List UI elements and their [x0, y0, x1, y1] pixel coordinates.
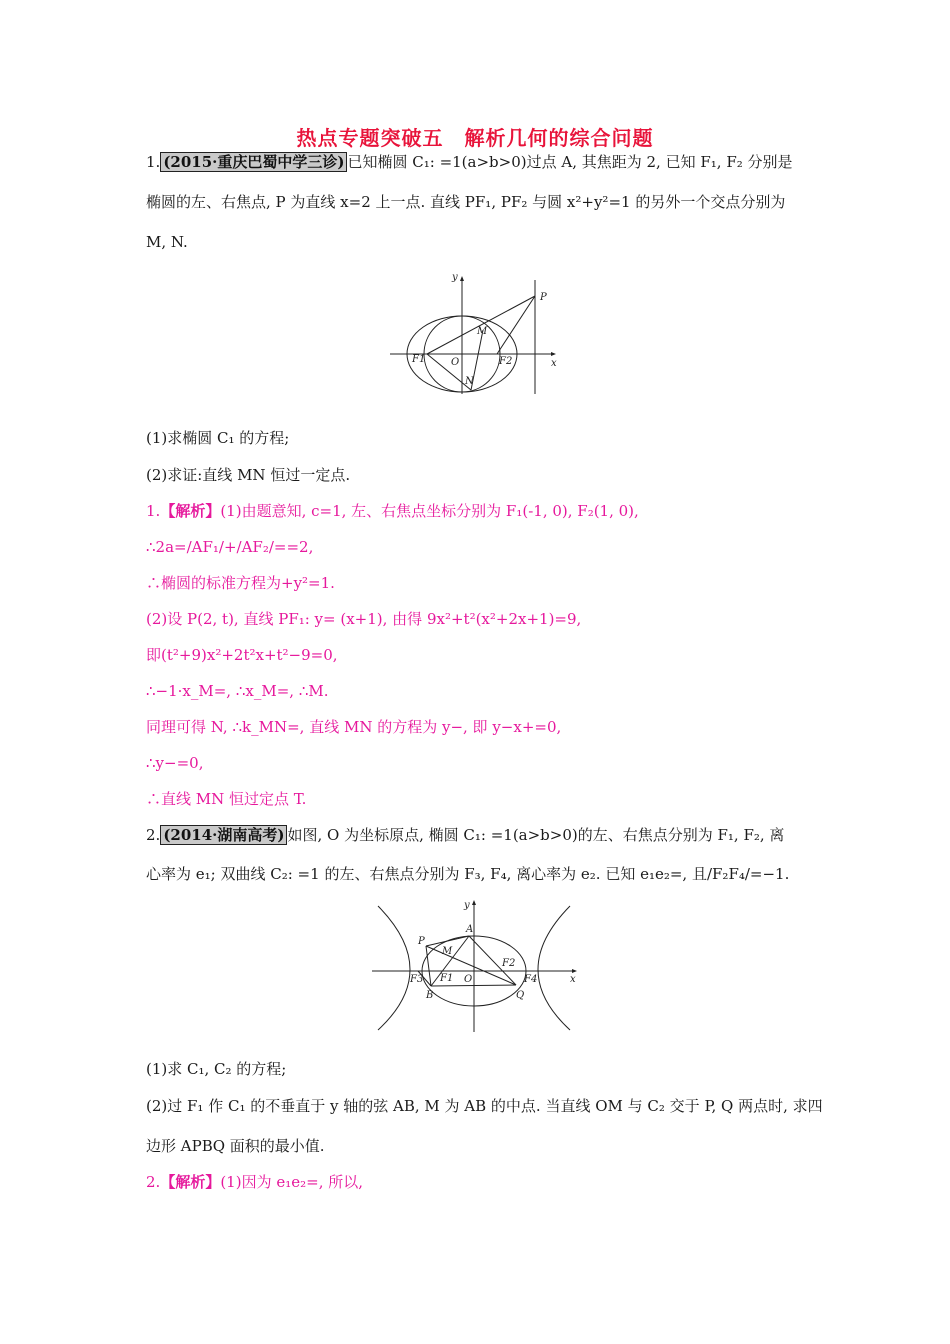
fig2-label-a: A [466, 924, 474, 935]
fig1-label-x: x [551, 358, 557, 369]
solution-2-heading: 【解析】 [160, 1173, 221, 1191]
problem-2-text-a: 如图, O 为坐标原点, 椭圆 C₁: =1(a>b>0)的左、右焦点分别为 F₁, F₂, 离 [287, 826, 785, 844]
fig2-x-arrow [572, 969, 577, 973]
problem-1-source-tag: (2015·重庆巴蜀中学三诊) [160, 152, 347, 172]
fig2-label-b: B [426, 990, 434, 1001]
fig1-label-f1: F1 [412, 354, 426, 365]
fig1-line-pf1 [427, 296, 535, 354]
problem-1-number: 1. [146, 153, 161, 171]
figure-2 [370, 898, 582, 1034]
solution-2-line-1 [146, 1172, 363, 1192]
solution-1-line-5: 即(t²+9)x²+2t²x+t²−9=0, [146, 646, 338, 664]
solution-1-line-7: 同理可得 N, ∴k_MN=, 直线 MN 的方程为 y−, 即 y−x+=0, [146, 718, 562, 736]
fig2-y-arrow [472, 900, 476, 905]
fig1-label-p: P [540, 292, 547, 303]
fig2-label-q: Q [516, 990, 525, 1001]
fig2-label-f4: F4 [524, 974, 538, 985]
fig1-label-y: y [452, 272, 458, 283]
fig2-label-p: P [418, 936, 425, 947]
problem-2-line-2: 心率为 e₁; 双曲线 C₂: =1 的左、右焦点分别为 F₃, F₄, 离心率为 e₂. 已知 e₁e₂=, 且/F₂F₄/=−1. [146, 865, 790, 883]
solution-2-text-a: (1)因为 e₁e₂=, 所以, [220, 1173, 363, 1191]
fig2-hyperbola-right [538, 906, 570, 1030]
solution-1-line-9: ∴直线 MN 恒过定点 T. [146, 790, 307, 808]
fig1-label-o: O [451, 357, 460, 368]
fig2-label-f2: F2 [502, 958, 516, 969]
page-title: 热点专题突破五 解析几何的综合问题 [296, 126, 654, 150]
solution-1-line-1 [146, 501, 639, 521]
problem-2-line-1 [146, 825, 784, 845]
problem-2-source-tag: (2014·湖南高考) [160, 825, 287, 845]
fig1-label-m: M [477, 326, 488, 337]
solution-1-line-4: (2)设 P(2, t), 直线 PF₁: y= (x+1), 由得 9x²+t²(x²+2x+1)=9, [146, 610, 582, 628]
fig1-y-arrow [460, 276, 464, 281]
solution-1-line-6: ∴−1·x_M=, ∴x_M=, ∴M. [146, 682, 329, 700]
solution-1-line-3: ∴椭圆的标准方程为+y²=1. [146, 574, 335, 592]
fig2-label-f1: F1 [440, 973, 454, 984]
problem-1-line-1 [146, 152, 793, 172]
solution-1-heading: 【解析】 [160, 502, 221, 520]
fig2-hyperbola-left [378, 906, 410, 1030]
solution-1-line-2: ∴2a=/AF₁/+/AF₂/==2, [146, 538, 314, 556]
fig1-label-n: N [465, 376, 474, 387]
problem-1-line-3: M, N. [146, 233, 188, 251]
fig2-label-o: O [464, 974, 473, 985]
solution-2-number: 2. [146, 1173, 161, 1191]
problem-1-question-1: (1)求椭圆 C₁ 的方程; [146, 429, 290, 447]
fig2-label-x: x [570, 974, 576, 985]
fig1-label-f2: F2 [499, 356, 513, 367]
problem-1-line-2: 椭圆的左、右焦点, P 为直线 x=2 上一点. 直线 PF₁, PF₂ 与圆 x²+y²=1 的另外一个交点分别为 [146, 193, 786, 211]
fig2-label-m: M [442, 946, 453, 957]
problem-2-question-2: (2)过 F₁ 作 C₁ 的不垂直于 y 轴的弦 AB, M 为 AB 的中点. 当直线 OM 与 C₂ 交于 P, Q 两点时, 求四 [146, 1097, 823, 1115]
problem-2-question-2-cont: 边形 APBQ 面积的最小值. [146, 1137, 325, 1155]
problem-2-number: 2. [146, 826, 161, 844]
fig2-label-y: y [464, 900, 470, 911]
solution-1-number: 1. [146, 502, 161, 520]
figure-1 [385, 270, 565, 398]
problem-2-question-1: (1)求 C₁, C₂ 的方程; [146, 1060, 287, 1078]
fig2-line-bq [431, 985, 516, 986]
problem-1-question-2: (2)求证:直线 MN 恒过一定点. [146, 466, 351, 484]
solution-1-text-a: (1)由题意知, c=1, 左、右焦点坐标分别为 F₁(-1, 0), F₂(1, 0), [220, 502, 639, 520]
fig1-x-arrow [551, 352, 556, 356]
fig2-label-f3: F3 [410, 974, 424, 985]
solution-1-line-8: ∴y−=0, [146, 754, 204, 772]
problem-1-text-a: 已知椭圆 C₁: =1(a>b>0)过点 A, 其焦距为 2, 已知 F₁, F₂ 分别是 [347, 153, 793, 171]
